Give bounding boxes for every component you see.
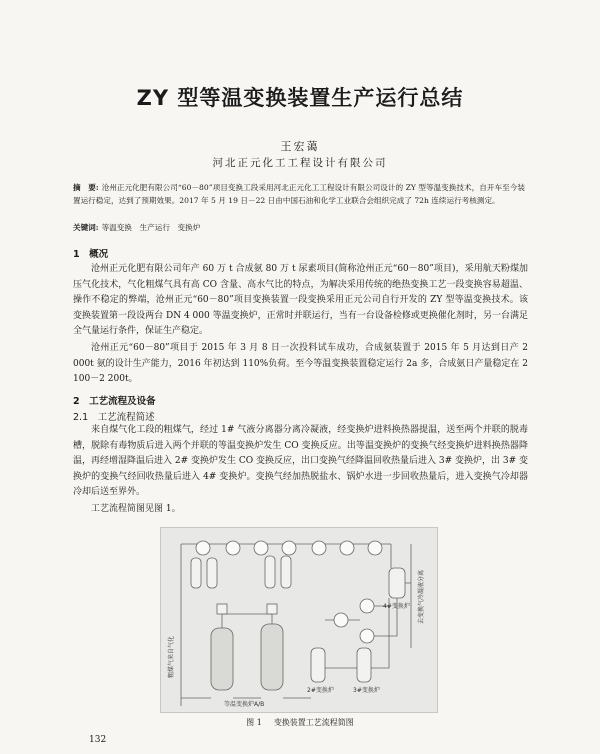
article-title: ZY 型等温变换装置生产运行总结	[136, 86, 464, 110]
converter-2-label: 2#变换炉	[307, 687, 334, 694]
process-flow-figure	[160, 527, 438, 713]
inlet-label: 粗煤气来自气化	[168, 635, 175, 678]
section-1-paragraph-2: 沧州正元“60－80”项目于 2015 年 3 月 8 日一次投料试车成功，合成氨装置于 2015 年 5 月达到日产 2 000t 氨的设计生产能力，2016 年初达到 110%负荷。至今等温变换装置稳定运行 2a 多，合成氨日产量稳定在 2 100－2 200t。	[73, 343, 528, 385]
converter-2-vessel	[311, 648, 325, 682]
isothermal-reactor-label: 等温变换炉A/B	[224, 701, 265, 708]
separator-vessels	[191, 556, 291, 588]
abstract-label: 摘 要:	[73, 183, 99, 192]
abstract	[73, 182, 525, 207]
converter-4-vessel	[389, 568, 405, 598]
author-name: 王宏蔼	[280, 140, 320, 153]
page-number: 132	[89, 735, 107, 745]
section-2-heading: 2 工艺流程及设备	[73, 396, 156, 407]
converter-4-label: 4#变换炉	[383, 603, 410, 610]
figure-caption-text: 变换装置工艺流程简图	[273, 718, 354, 727]
section-1-heading: 1 概况	[73, 249, 109, 260]
converter-3-label: 3#变换炉	[353, 687, 380, 694]
figure-reference: 工艺流程简图见图 1。	[91, 504, 181, 514]
abstract-text: 沧州正元化肥有限公司“60－80”项目变换工段采用河北正元化工工程设计有限公司设计的 ZY 型等温变换技术，自开车至今装置运行稳定，达到了预期效果。2017 年 5 月 19 日－22 日由中国石油和化学工业联合会组织完成了 72h 连续运行考核测定。	[73, 183, 525, 205]
figure-caption	[0, 717, 600, 728]
figure-caption-number: 图 1	[246, 718, 262, 727]
section-2-1-paragraph: 来自煤气化工段的粗煤气，经过 1# 气液分离器分离冷凝液，经变换炉进料换热器提温，送至两个并联的脱毒槽，脱除有毒物质后进入两个并联的等温变换炉发生 CO 变换反应。出等温变换炉的变换气经变换炉进料换热器降温，再经增湿降温后进入 2# 变换炉发生 CO 变换反应，出口变换气经降温回收热量后进入 3# 变换炉，出 3# 变换炉的变换气经回收热量后进入 4# 变换炉。变换气经加热脱盐水、锅炉水进一步回收热量后，进入变换气冷却器冷却后送至界外。	[73, 425, 528, 498]
process-flow-diagram	[161, 528, 437, 712]
keywords-label: 关键词:	[73, 223, 99, 232]
converter-3-vessel	[357, 648, 371, 682]
keywords-text: 等温变换 生产运行 变换炉	[101, 223, 201, 232]
author-affiliation: 河北正元化工工程设计有限公司	[212, 157, 388, 169]
keywords	[73, 222, 200, 233]
outlet-label: 去变换气冷凝液分离	[418, 569, 425, 624]
section-2-1-heading: 2.1 工艺流程简述	[73, 412, 155, 423]
isothermal-reactors	[211, 604, 283, 690]
section-1-paragraph-1: 沧州正元化肥有限公司年产 60 万 t 合成氨 80 万 t 尿素项目(简称沧州正元“60－80”项目)，采用航天粉煤加压气化技术，气化粗煤气具有高 CO 含量、高水气比的特点，为解决采用传统的绝热变换工艺一段变换容易超温、操作不稳定的弊端，沧州正元“60－80”项目变换装置一段变换采用正元公司自行开发的 ZY 型等温变换技术。该变换装置第一段设两台 DN 4 000 等温变换炉，正常时并联运行，当有一台设备检修或更换催化剂时，另一台满足全气量运行条件，保证生产稳定。	[73, 264, 528, 337]
